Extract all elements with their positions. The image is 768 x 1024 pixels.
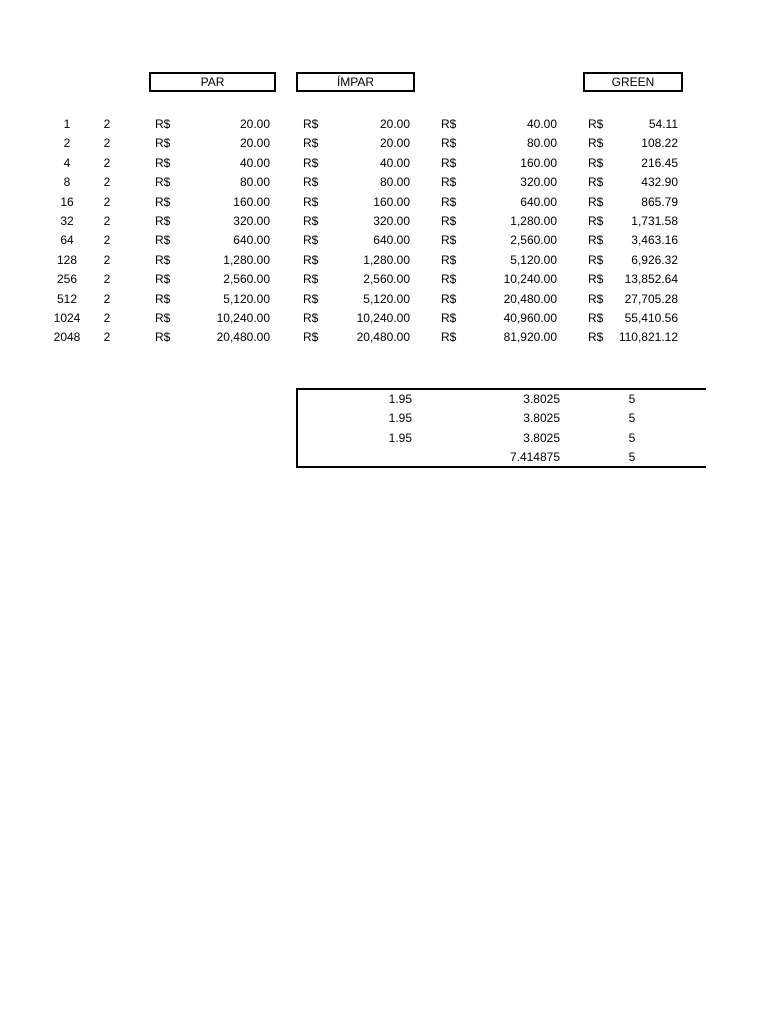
- currency-green-cell[interactable]: R$: [588, 195, 604, 209]
- par-value-cell[interactable]: 20,480.00: [216, 330, 270, 344]
- third-value-cell[interactable]: 10,240.00: [503, 272, 557, 286]
- par-value-cell[interactable]: 320.00: [233, 214, 270, 228]
- currency-green-cell[interactable]: R$: [588, 272, 604, 286]
- impar-value-cell[interactable]: 640.00: [373, 233, 410, 247]
- row-multiplier-cell[interactable]: 2: [103, 136, 111, 150]
- row-multiplier-cell[interactable]: 2: [103, 272, 111, 286]
- green-value-cell[interactable]: 27,705.28: [624, 292, 678, 306]
- currency-third-cell[interactable]: R$: [441, 311, 457, 325]
- third-value-cell[interactable]: 40.00: [526, 117, 557, 131]
- row-index-cell[interactable]: 2: [63, 136, 71, 150]
- row-multiplier-cell[interactable]: 2: [103, 330, 111, 344]
- currency-impar-cell[interactable]: R$: [303, 253, 319, 267]
- currency-par-cell[interactable]: R$: [155, 272, 171, 286]
- currency-third-cell[interactable]: R$: [441, 175, 457, 189]
- currency-green-cell[interactable]: R$: [588, 156, 604, 170]
- third-value-cell[interactable]: 80.00: [526, 136, 557, 150]
- summary-a-cell[interactable]: 1.95: [388, 392, 412, 406]
- row-index-cell[interactable]: 1: [63, 117, 71, 131]
- summary-a-cell[interactable]: 1.95: [388, 411, 412, 425]
- currency-third-cell[interactable]: R$: [441, 253, 457, 267]
- row-multiplier-cell[interactable]: 2: [103, 233, 111, 247]
- third-value-cell[interactable]: 2,560.00: [510, 233, 557, 247]
- impar-value-cell[interactable]: 20,480.00: [356, 330, 410, 344]
- currency-impar-cell[interactable]: R$: [303, 117, 319, 131]
- summary-b-cell[interactable]: 3.8025: [523, 411, 560, 425]
- currency-par-cell[interactable]: R$: [155, 175, 171, 189]
- currency-par-cell[interactable]: R$: [155, 292, 171, 306]
- currency-par-cell[interactable]: R$: [155, 136, 171, 150]
- currency-green-cell[interactable]: R$: [588, 214, 604, 228]
- currency-impar-cell[interactable]: R$: [303, 136, 319, 150]
- currency-third-cell[interactable]: R$: [441, 195, 457, 209]
- currency-impar-cell[interactable]: R$: [303, 311, 319, 325]
- par-value-cell[interactable]: 80.00: [239, 175, 270, 189]
- par-value-cell[interactable]: 2,560.00: [223, 272, 270, 286]
- currency-par-cell[interactable]: R$: [155, 330, 171, 344]
- row-multiplier-cell[interactable]: 2: [103, 117, 111, 131]
- row-index-cell[interactable]: 4: [63, 156, 71, 170]
- summary-c-cell[interactable]: 5: [628, 392, 636, 406]
- currency-impar-cell[interactable]: R$: [303, 233, 319, 247]
- impar-value-cell[interactable]: 2,560.00: [363, 272, 410, 286]
- green-value-cell[interactable]: 54.11: [648, 117, 678, 131]
- impar-value-cell[interactable]: 80.00: [379, 175, 410, 189]
- row-multiplier-cell[interactable]: 2: [103, 292, 111, 306]
- impar-value-cell[interactable]: 20.00: [379, 136, 410, 150]
- currency-par-cell[interactable]: R$: [155, 117, 171, 131]
- summary-c-cell[interactable]: 5: [628, 450, 636, 464]
- row-index-cell[interactable]: 1024: [53, 311, 81, 325]
- impar-value-cell[interactable]: 5,120.00: [363, 292, 410, 306]
- currency-green-cell[interactable]: R$: [588, 330, 604, 344]
- green-value-cell[interactable]: 13,852.64: [624, 272, 678, 286]
- currency-third-cell[interactable]: R$: [441, 156, 457, 170]
- row-index-cell[interactable]: 64: [60, 233, 74, 247]
- currency-green-cell[interactable]: R$: [588, 136, 604, 150]
- currency-impar-cell[interactable]: R$: [303, 175, 319, 189]
- currency-par-cell[interactable]: R$: [155, 253, 171, 267]
- currency-par-cell[interactable]: R$: [155, 214, 171, 228]
- green-value-cell[interactable]: 1,731.58: [631, 214, 678, 228]
- green-value-cell[interactable]: 432.90: [641, 175, 678, 189]
- currency-impar-cell[interactable]: R$: [303, 292, 319, 306]
- summary-a-cell[interactable]: 1.95: [388, 431, 412, 445]
- currency-par-cell[interactable]: R$: [155, 233, 171, 247]
- currency-third-cell[interactable]: R$: [441, 136, 457, 150]
- green-value-cell[interactable]: 55,410.56: [624, 311, 678, 325]
- currency-third-cell[interactable]: R$: [441, 117, 457, 131]
- third-value-cell[interactable]: 320.00: [520, 175, 557, 189]
- green-value-cell[interactable]: 108.22: [641, 136, 678, 150]
- impar-value-cell[interactable]: 160.00: [373, 195, 410, 209]
- par-value-cell[interactable]: 640.00: [233, 233, 270, 247]
- currency-impar-cell[interactable]: R$: [303, 330, 319, 344]
- third-value-cell[interactable]: 81,920.00: [503, 330, 557, 344]
- currency-par-cell[interactable]: R$: [155, 156, 171, 170]
- row-index-cell[interactable]: 128: [56, 253, 78, 267]
- row-index-cell[interactable]: 256: [56, 272, 78, 286]
- currency-third-cell[interactable]: R$: [441, 272, 457, 286]
- par-value-cell[interactable]: 1,280.00: [223, 253, 270, 267]
- impar-value-cell[interactable]: 320.00: [373, 214, 410, 228]
- header-impar[interactable]: ÍMPAR: [296, 72, 415, 92]
- summary-c-cell[interactable]: 5: [628, 431, 636, 445]
- currency-third-cell[interactable]: R$: [441, 292, 457, 306]
- summary-b-cell[interactable]: 3.8025: [523, 431, 560, 445]
- currency-third-cell[interactable]: R$: [441, 330, 457, 344]
- currency-par-cell[interactable]: R$: [155, 195, 171, 209]
- row-index-cell[interactable]: 2048: [53, 330, 81, 344]
- third-value-cell[interactable]: 640.00: [520, 195, 557, 209]
- row-multiplier-cell[interactable]: 2: [103, 195, 111, 209]
- currency-impar-cell[interactable]: R$: [303, 214, 319, 228]
- currency-green-cell[interactable]: R$: [588, 292, 604, 306]
- third-value-cell[interactable]: 5,120.00: [510, 253, 557, 267]
- par-value-cell[interactable]: 20.00: [239, 136, 270, 150]
- currency-green-cell[interactable]: R$: [588, 175, 604, 189]
- row-multiplier-cell[interactable]: 2: [103, 214, 111, 228]
- row-multiplier-cell[interactable]: 2: [103, 175, 111, 189]
- impar-value-cell[interactable]: 10,240.00: [356, 311, 410, 325]
- third-value-cell[interactable]: 160.00: [520, 156, 557, 170]
- third-value-cell[interactable]: 40,960.00: [503, 311, 557, 325]
- par-value-cell[interactable]: 160.00: [233, 195, 270, 209]
- green-value-cell[interactable]: 110,821.12: [618, 330, 678, 344]
- impar-value-cell[interactable]: 40.00: [379, 156, 410, 170]
- par-value-cell[interactable]: 20.00: [239, 117, 270, 131]
- currency-third-cell[interactable]: R$: [441, 233, 457, 247]
- currency-green-cell[interactable]: R$: [588, 117, 604, 131]
- row-index-cell[interactable]: 16: [60, 195, 74, 209]
- green-value-cell[interactable]: 865.79: [641, 195, 678, 209]
- third-value-cell[interactable]: 20,480.00: [503, 292, 557, 306]
- green-value-cell[interactable]: 216.45: [641, 156, 678, 170]
- summary-b-cell[interactable]: 3.8025: [523, 392, 560, 406]
- row-index-cell[interactable]: 32: [60, 214, 74, 228]
- header-par[interactable]: PAR: [149, 72, 276, 92]
- row-multiplier-cell[interactable]: 2: [103, 311, 111, 325]
- green-value-cell[interactable]: 3,463.16: [631, 233, 678, 247]
- row-index-cell[interactable]: 512: [56, 292, 78, 306]
- currency-green-cell[interactable]: R$: [588, 233, 604, 247]
- row-index-cell[interactable]: 8: [63, 175, 71, 189]
- currency-impar-cell[interactable]: R$: [303, 272, 319, 286]
- header-green[interactable]: GREEN: [583, 72, 683, 92]
- currency-green-cell[interactable]: R$: [588, 311, 604, 325]
- currency-impar-cell[interactable]: R$: [303, 195, 319, 209]
- impar-value-cell[interactable]: 20.00: [379, 117, 410, 131]
- summary-a-cell[interactable]: [330, 449, 412, 465]
- green-value-cell[interactable]: 6,926.32: [631, 253, 678, 267]
- currency-green-cell[interactable]: R$: [588, 253, 604, 267]
- par-value-cell[interactable]: 10,240.00: [216, 311, 270, 325]
- summary-b-cell[interactable]: 7.414875: [509, 450, 560, 464]
- third-value-cell[interactable]: 1,280.00: [510, 214, 557, 228]
- row-multiplier-cell[interactable]: 2: [103, 253, 111, 267]
- summary-c-cell[interactable]: 5: [628, 411, 636, 425]
- currency-impar-cell[interactable]: R$: [303, 156, 319, 170]
- par-value-cell[interactable]: 40.00: [239, 156, 270, 170]
- currency-third-cell[interactable]: R$: [441, 214, 457, 228]
- impar-value-cell[interactable]: 1,280.00: [363, 253, 410, 267]
- currency-par-cell[interactable]: R$: [155, 311, 171, 325]
- row-multiplier-cell[interactable]: 2: [103, 156, 111, 170]
- par-value-cell[interactable]: 5,120.00: [223, 292, 270, 306]
